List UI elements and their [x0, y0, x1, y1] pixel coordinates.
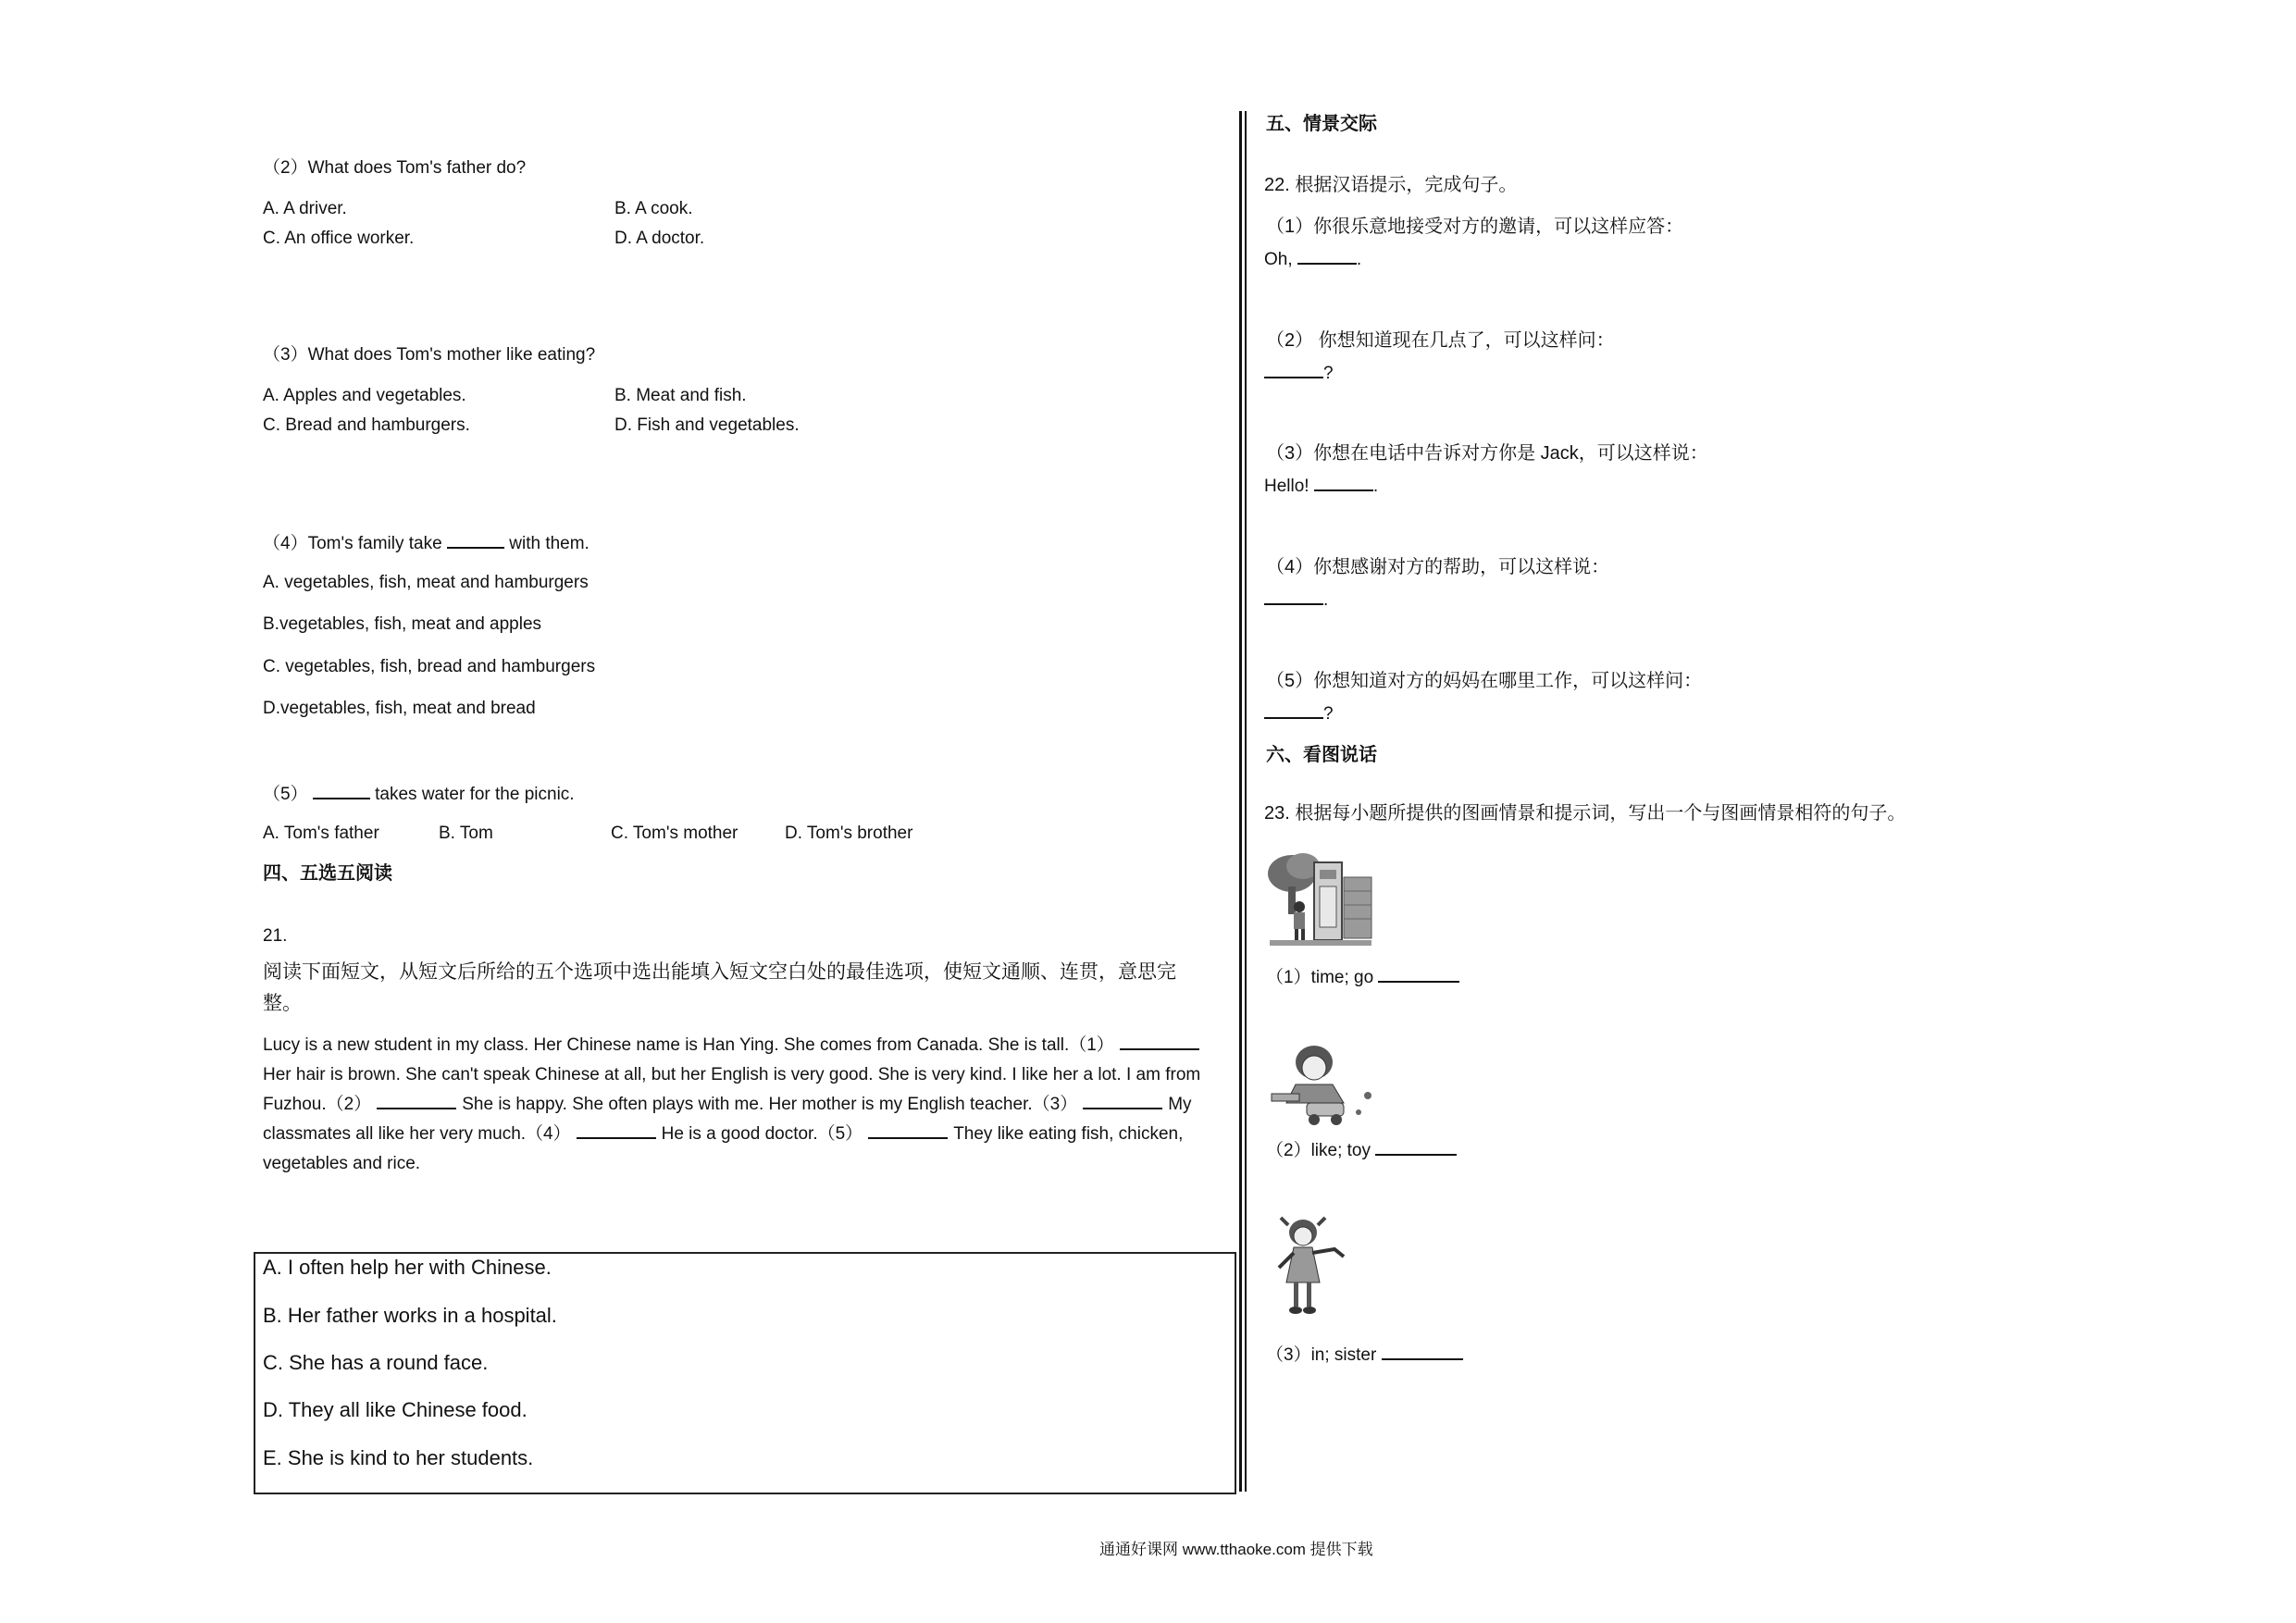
q22-item-3-blank[interactable] [1314, 473, 1373, 491]
q2-option-c[interactable]: C. An office worker. [263, 229, 415, 248]
q23-item-1 [1266, 964, 1459, 989]
waving-girl-illustration [1266, 1216, 1349, 1319]
q22-item-5-blank[interactable] [1264, 700, 1323, 719]
section4-title: 四、五选五阅读 [263, 863, 392, 884]
q21-number: 21. [263, 926, 288, 946]
q4-blank[interactable] [447, 530, 504, 549]
q4-option-c[interactable]: C. vegetables, fish, bread and hamburgers [263, 657, 596, 676]
q21-instruction-line1: 阅读下面短文，从短文后所给的五个选项中选出能填入短文空白处的最佳选项，使短文通顺、连贯，意思完 [263, 961, 1176, 983]
q2-option-d[interactable]: D. A doctor. [614, 229, 705, 248]
q23-item-3 [1266, 1342, 1463, 1367]
footer-credit: 通通好课网 www.tthaoke.com 提供下载 [1099, 1541, 1373, 1558]
q21-passage-text: They like eating fish, chicken, vegetables and rice. [263, 1124, 1184, 1173]
q3-option-c[interactable]: C. Bread and hamburgers. [263, 415, 470, 435]
q5-blank[interactable] [313, 781, 370, 799]
q21-passage-text: He is a good doctor.（5） [661, 1124, 863, 1144]
q22-item-2-post: ? [1323, 364, 1334, 383]
q22-item-3-post: . [1372, 477, 1379, 496]
q5-option-a[interactable]: A. Tom's father [263, 824, 379, 843]
q21-passage-blank[interactable] [1120, 1032, 1199, 1050]
school-scene-illustration [1266, 849, 1375, 948]
q5-option-d[interactable]: D. Tom's brother [785, 824, 913, 843]
q4-stem [263, 530, 590, 555]
q22-item-5-prompt: （5）你想知道对方的妈妈在哪里工作，可以这样问： [1266, 671, 1703, 691]
q2-stem: （2）What does Tom's father do? [263, 158, 527, 178]
q22-item-1-post: . [1356, 250, 1362, 269]
q22-item-5-post: ? [1323, 704, 1334, 724]
q2-option-b[interactable]: B. A cook. [614, 199, 693, 218]
q23-item-1-blank[interactable] [1378, 964, 1459, 983]
q21-passage-blank[interactable] [377, 1091, 456, 1109]
section5-title: 五、情景交际 [1266, 114, 1377, 134]
q22-item-4-post: . [1323, 590, 1329, 610]
q23-item-3-blank[interactable] [1382, 1342, 1463, 1360]
q5-stem-post: takes water for the picnic. [375, 785, 575, 804]
q23-item-3-prompt: （3）in; sister [1266, 1345, 1377, 1365]
q23-item-2-blank[interactable] [1375, 1137, 1457, 1156]
q21-passage-text: Lucy is a new student in my class. Her Chinese name is Han Ying. She comes from Canada. She is tall.（1） [263, 1035, 1114, 1055]
q22-item-5-answer [1264, 700, 1334, 725]
q21-passage-text: Her hair is brown. She can't speak Chinese at all, but her English is very good. She is very kind. I like her a lot. I am from Fuzhou.（2） [263, 1065, 1201, 1114]
q4-option-d[interactable]: D.vegetables, fish, meat and bread [263, 699, 536, 718]
q23-item-1-prompt: （1）time; go [1266, 968, 1374, 987]
q23-item-2-prompt: （2）like; toy [1266, 1141, 1371, 1160]
q21-passage-blank[interactable] [1083, 1091, 1162, 1109]
q4-option-a[interactable]: A. vegetables, fish, meat and hamburgers [263, 573, 589, 592]
q4-stem-post: with them. [509, 534, 590, 553]
q23-item-2 [1266, 1137, 1457, 1162]
q21-passage-text: My classmates all like her very much.（4） [263, 1095, 1192, 1144]
column-divider [1239, 111, 1242, 1492]
q5-stem-pre: （5） [263, 785, 308, 804]
column-divider-inner [1245, 111, 1247, 1492]
q22-item-1-answer [1264, 246, 1361, 271]
q21-option-b[interactable]: B. Her father works in a hospital. [263, 1304, 557, 1327]
q22-item-2-blank[interactable] [1264, 360, 1323, 378]
q23-instruction: 23. 根据每小题所提供的图画情景和提示词，写出一个与图画情景相符的句子。 [1264, 803, 1906, 824]
q22-item-4-prompt: （4）你想感谢对方的帮助，可以这样说： [1266, 557, 1610, 577]
q3-option-a[interactable]: A. Apples and vegetables. [263, 386, 466, 405]
q21-option-c[interactable]: C. She has a round face. [263, 1351, 489, 1374]
q21-passage-blank[interactable] [577, 1121, 656, 1139]
q22-item-4-answer [1264, 587, 1328, 612]
q3-stem: （3）What does Tom's mother like eating? [263, 345, 596, 365]
q22-item-2-answer [1264, 360, 1334, 385]
girl-toy-car-illustration [1266, 1040, 1375, 1131]
q21-option-d[interactable]: D. They all like Chinese food. [263, 1398, 527, 1421]
q3-option-d[interactable]: D. Fish and vegetables. [614, 415, 800, 435]
q22-item-3-pre: Hello! [1264, 477, 1309, 496]
q22-item-1-pre: Oh, [1264, 250, 1293, 269]
q21-passage-text: She is happy. She often plays with me. Her mother is my English teacher.（3） [462, 1095, 1078, 1114]
q5-stem [263, 781, 575, 806]
q21-option-a[interactable]: A. I often help her with Chinese. [263, 1256, 552, 1279]
q3-option-b[interactable]: B. Meat and fish. [614, 386, 747, 405]
q21-passage [263, 1031, 1225, 1179]
q21-instruction-line2: 整。 [263, 993, 302, 1014]
q21-option-e[interactable]: E. She is kind to her students. [263, 1446, 534, 1469]
q5-option-c[interactable]: C. Tom's mother [611, 824, 738, 843]
q4-option-b[interactable]: B.vegetables, fish, meat and apples [263, 614, 542, 634]
q22-item-3-prompt: （3）你想在电话中告诉对方你是 Jack，可以这样说： [1266, 443, 1708, 464]
q22-item-1-prompt: （1）你很乐意地接受对方的邀请，可以这样应答： [1266, 217, 1684, 237]
q4-stem-pre: （4）Tom's family take [263, 534, 442, 553]
q22-instruction: 22. 根据汉语提示，完成句子。 [1264, 175, 1518, 195]
q21-passage-blank[interactable] [868, 1121, 948, 1139]
q2-option-a[interactable]: A. A driver. [263, 199, 347, 218]
q22-item-2-prompt: （2） 你想知道现在几点了，可以这样问： [1266, 330, 1615, 351]
q22-item-4-blank[interactable] [1264, 587, 1323, 605]
section6-title: 六、看图说话 [1266, 745, 1377, 765]
q22-item-1-blank[interactable] [1297, 246, 1357, 265]
q22-item-3-answer [1264, 473, 1378, 498]
q5-option-b[interactable]: B. Tom [439, 824, 493, 843]
